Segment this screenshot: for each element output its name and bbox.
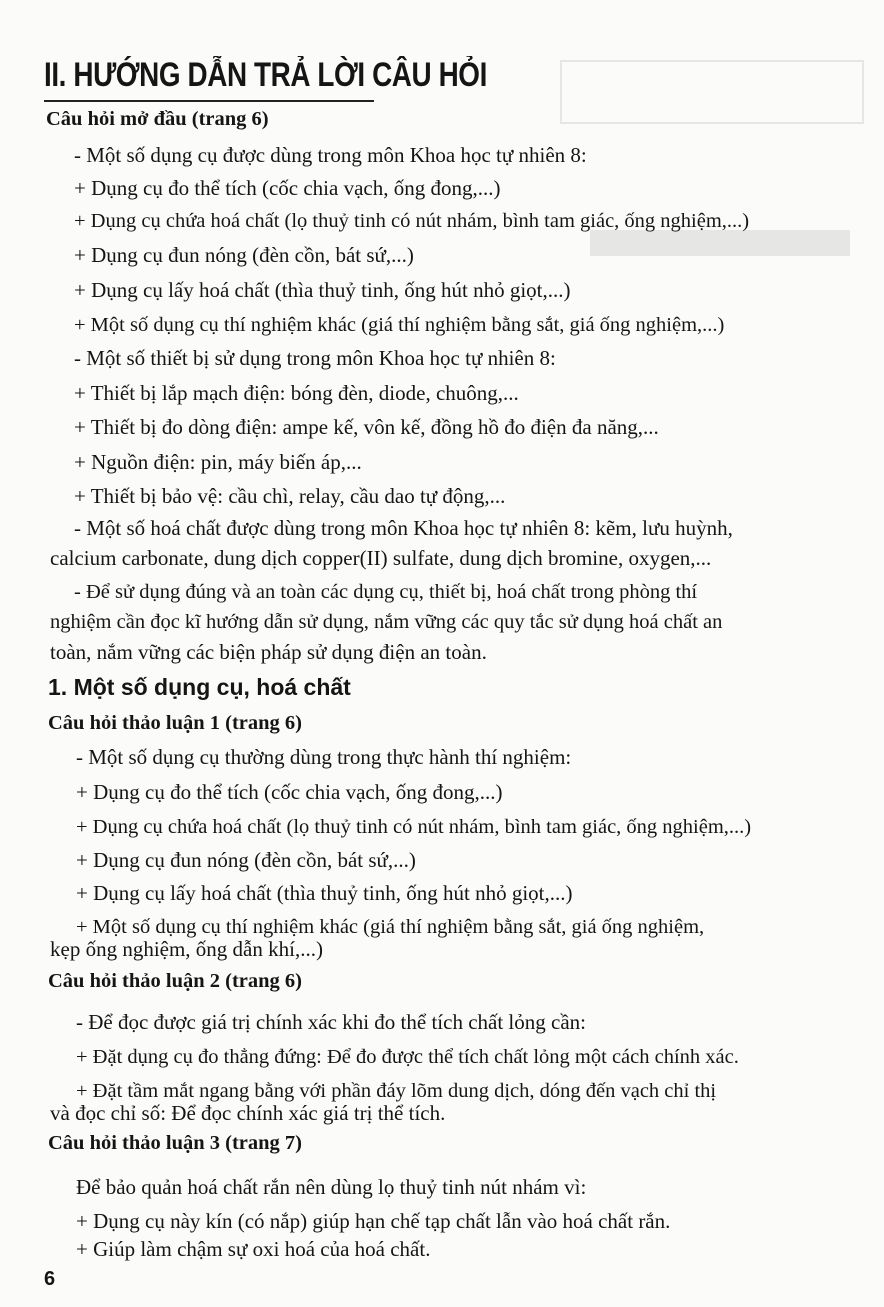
title-underline bbox=[44, 100, 374, 102]
page-number: 6 bbox=[44, 1268, 56, 1290]
answer-line: + Nguồn điện: pin, máy biến áp,... bbox=[74, 450, 362, 474]
answer-line: + Đặt dụng cụ đo thẳng đứng: Để đo được thể tích chất lỏng một cách chính xác. bbox=[76, 1046, 739, 1068]
opening-question-heading: Câu hỏi mở đầu (trang 6) bbox=[46, 108, 269, 130]
answer-line: kẹp ống nghiệm, ống dẫn khí,...) bbox=[50, 937, 323, 961]
answer-line: + Dụng cụ đo thể tích (cốc chia vạch, ống đong,...) bbox=[76, 780, 503, 804]
answer-line: + Dụng cụ đun nóng (đèn cồn, bát sứ,...) bbox=[76, 848, 416, 872]
answer-line: - Để sử dụng đúng và an toàn các dụng cụ, thiết bị, hoá chất trong phòng thí bbox=[74, 581, 698, 603]
answer-line: + Đặt tầm mắt ngang bằng với phần đáy lõm dung dịch, dóng đến vạch chỉ thị bbox=[76, 1080, 717, 1102]
answer-line: - Một số dụng cụ thường dùng trong thực hành thí nghiệm: bbox=[76, 745, 572, 769]
discussion-1-heading: Câu hỏi thảo luận 1 (trang 6) bbox=[48, 712, 303, 734]
answer-line: + Dụng cụ đun nóng (đèn cồn, bát sứ,...) bbox=[74, 243, 414, 267]
answer-line: + Thiết bị lắp mạch điện: bóng đèn, diode, chuông,... bbox=[74, 381, 519, 405]
answer-line: calcium carbonate, dung dịch copper(II) sulfate, dung dịch bromine, oxygen,... bbox=[50, 546, 712, 570]
answer-line: - Để đọc được giá trị chính xác khi đo thể tích chất lỏng cần: bbox=[76, 1010, 586, 1034]
discussion-2-heading: Câu hỏi thảo luận 2 (trang 6) bbox=[48, 970, 303, 992]
answer-line: + Dụng cụ chứa hoá chất (lọ thuỷ tinh có nút nhám, bình tam giác, ống nghiệm,...) bbox=[76, 816, 752, 838]
answer-line: nghiệm cần đọc kĩ hướng dẫn sử dụng, nắm vững các quy tắc sử dụng hoá chất an bbox=[50, 611, 723, 633]
answer-line: + Dụng cụ này kín (có nắp) giúp hạn chế tạp chất lẫn vào hoá chất rắn. bbox=[76, 1209, 671, 1233]
section-title: II. HƯỚNG DẪN TRẢ LỜI CÂU HỎI bbox=[44, 56, 487, 94]
answer-line: + Thiết bị bảo vệ: cầu chì, relay, cầu dao tự động,... bbox=[74, 484, 506, 508]
answer-line: và đọc chỉ số: Để đọc chính xác giá trị thể tích. bbox=[50, 1101, 446, 1125]
bleed-through-texture bbox=[560, 60, 864, 124]
subsection-title: 1. Một số dụng cụ, hoá chất bbox=[48, 674, 351, 700]
answer-line: + Một số dụng cụ thí nghiệm khác (giá thí nghiệm bằng sắt, giá ống nghiệm,...) bbox=[74, 314, 725, 336]
answer-line: + Dụng cụ đo thể tích (cốc chia vạch, ống đong,...) bbox=[74, 176, 501, 200]
answer-line: + Dụng cụ lấy hoá chất (thìa thuỷ tinh, ống hút nhỏ giọt,...) bbox=[76, 881, 573, 905]
answer-line: Để bảo quản hoá chất rắn nên dùng lọ thuỷ tinh nút nhám vì: bbox=[76, 1175, 587, 1199]
answer-line: - Một số thiết bị sử dụng trong môn Khoa học tự nhiên 8: bbox=[74, 346, 556, 370]
answer-line: + Giúp làm chậm sự oxi hoá của hoá chất. bbox=[76, 1237, 431, 1261]
answer-line: + Dụng cụ lấy hoá chất (thìa thuỷ tinh, ống hút nhỏ giọt,...) bbox=[74, 278, 571, 302]
answer-line: + Dụng cụ chứa hoá chất (lọ thuỷ tinh có nút nhám, bình tam giác, ống nghiệm,...) bbox=[74, 210, 750, 232]
answer-line: + Một số dụng cụ thí nghiệm khác (giá thí nghiệm bằng sắt, giá ống nghiệm, bbox=[76, 916, 705, 938]
answer-line: toàn, nắm vững các biện pháp sử dụng điện an toàn. bbox=[50, 640, 487, 664]
discussion-3-heading: Câu hỏi thảo luận 3 (trang 7) bbox=[48, 1132, 303, 1154]
answer-line: - Một số hoá chất được dùng trong môn Khoa học tự nhiên 8: kẽm, lưu huỳnh, bbox=[74, 516, 733, 540]
answer-line: + Thiết bị đo dòng điện: ampe kế, vôn kế, đồng hồ đo điện đa năng,... bbox=[74, 415, 659, 439]
answer-line: - Một số dụng cụ được dùng trong môn Khoa học tự nhiên 8: bbox=[74, 143, 587, 167]
